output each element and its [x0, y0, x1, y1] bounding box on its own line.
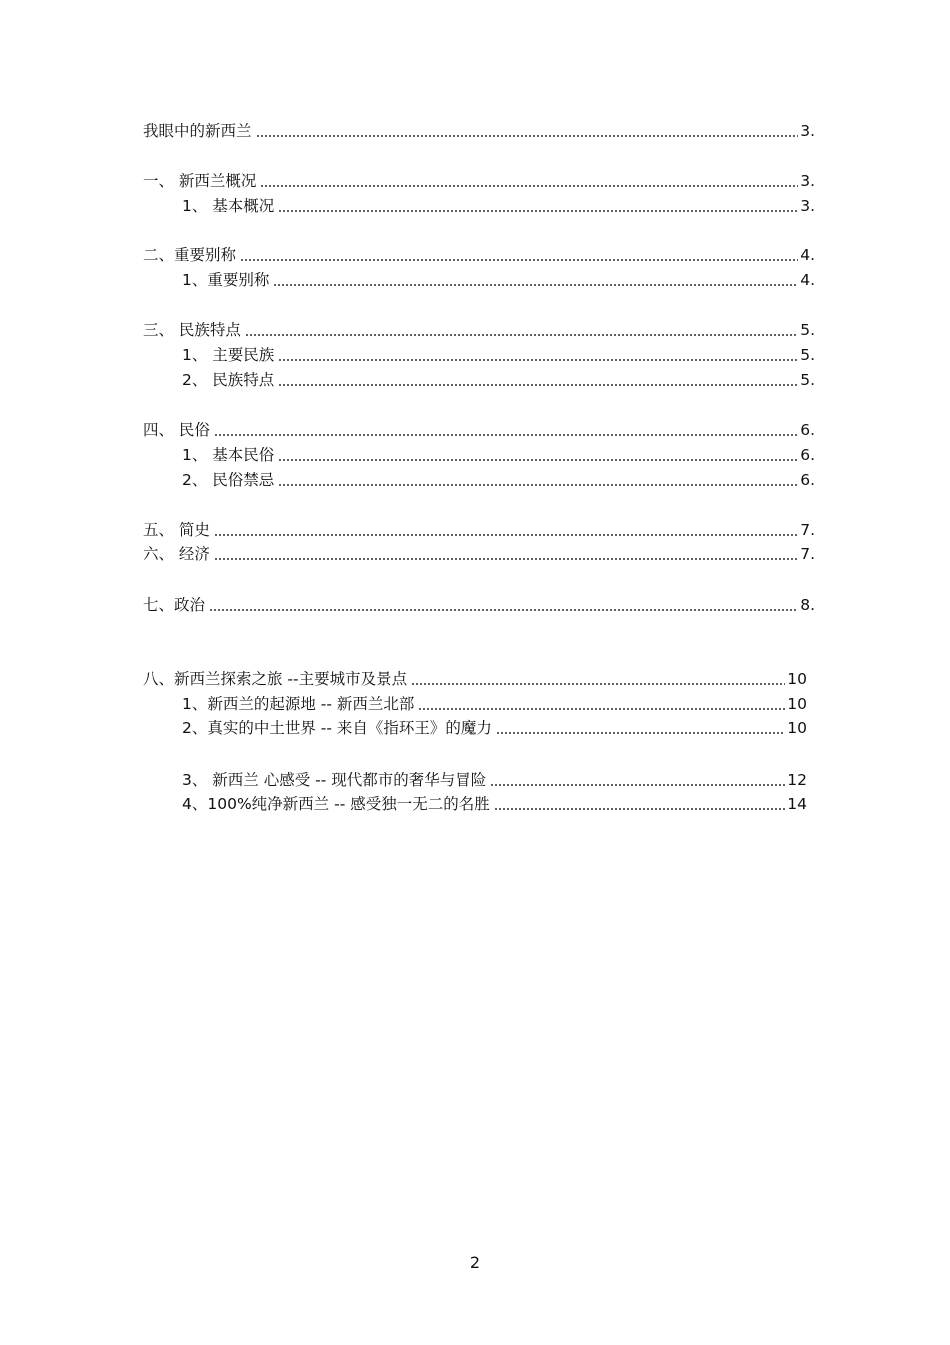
toc-entry-title: 3、 新西兰 心感受 -- 现代都市的奢华与冒险: [182, 771, 487, 789]
dot-leader: [209, 609, 798, 611]
toc-entry-title: 1、 基本民俗: [182, 446, 275, 464]
toc-entry-section-3-1[interactable]: [182, 343, 815, 365]
toc-entry-title: 4、100%纯净新西兰 -- 感受独一无二的名胜: [182, 795, 490, 813]
dot-leader: [256, 135, 799, 137]
dot-leader: [278, 484, 798, 486]
toc-entry-section-3-2[interactable]: [182, 368, 815, 390]
dot-leader: [214, 434, 798, 436]
dot-leader: [278, 210, 798, 212]
page-number: 2: [469, 1253, 481, 1272]
toc-entry-title: 1、 主要民族: [182, 346, 275, 364]
toc-entry-title: 1、重要别称: [182, 271, 270, 289]
toc-entry-section-4-2[interactable]: [182, 468, 815, 490]
toc-entry-page: 4.: [800, 271, 815, 289]
toc-entry-title: 五、 简史: [143, 521, 210, 539]
toc-entry-page: 10: [787, 695, 807, 713]
toc-entry-page: 3.: [800, 197, 815, 215]
toc-entry-section-8-2[interactable]: [182, 716, 807, 738]
toc-entry-page: 8.: [800, 596, 815, 614]
toc-entry-section-7[interactable]: [143, 593, 815, 615]
dot-leader: [214, 558, 798, 560]
dot-leader: [278, 359, 798, 361]
toc-entry-title: 2、真实的中土世界 -- 来自《指环王》的魔力: [182, 719, 492, 737]
dot-leader: [240, 259, 798, 261]
toc-entry-page: 5.: [800, 321, 815, 339]
dot-leader: [494, 808, 786, 810]
toc-entry-page: 6.: [800, 421, 815, 439]
dot-leader: [273, 284, 798, 286]
toc-entry-section-3[interactable]: [143, 318, 815, 340]
dot-leader: [245, 334, 798, 336]
dot-leader: [278, 459, 798, 461]
toc-entry-page: 7.: [800, 521, 815, 539]
dot-leader: [214, 534, 798, 536]
toc-entry-preface[interactable]: [143, 119, 815, 141]
toc-entry-section-1[interactable]: [143, 169, 815, 191]
dot-leader: [278, 384, 798, 386]
toc-entry-title: 七、政治: [143, 596, 206, 614]
toc-entry-title: 四、 民俗: [143, 421, 210, 439]
dot-leader: [418, 708, 785, 710]
toc-entry-page: 7.: [800, 545, 815, 563]
dot-leader: [496, 732, 785, 734]
toc-entry-page: 12: [787, 771, 807, 789]
dot-leader: [411, 683, 785, 685]
toc-entry-title: 2、 民族特点: [182, 371, 275, 389]
toc-entry-page: 3.: [800, 122, 815, 140]
toc-entry-section-8-4[interactable]: [182, 792, 807, 814]
toc-entry-section-6[interactable]: [143, 542, 815, 564]
toc-entry-page: 10: [787, 670, 807, 688]
toc-entry-section-1-1[interactable]: [182, 194, 815, 216]
toc-entry-section-8[interactable]: [143, 667, 807, 689]
toc-entry-page: 3.: [800, 172, 815, 190]
toc-entry-title: 三、 民族特点: [143, 321, 241, 339]
toc-entry-section-8-3[interactable]: [182, 768, 807, 790]
toc-entry-title: 我眼中的新西兰: [143, 122, 252, 140]
toc-entry-section-8-1[interactable]: [182, 692, 807, 714]
toc-entry-title: 1、新西兰的起源地 -- 新西兰北部: [182, 695, 415, 713]
toc-entry-section-4[interactable]: [143, 418, 815, 440]
toc-entry-page: 4.: [800, 246, 815, 264]
toc-entry-page: 6.: [800, 471, 815, 489]
dot-leader: [260, 185, 798, 187]
toc-entry-section-2[interactable]: [143, 243, 815, 265]
toc-entry-section-5[interactable]: [143, 518, 815, 540]
toc-entry-title: 六、 经济: [143, 545, 210, 563]
toc-entry-page: 5.: [800, 371, 815, 389]
toc-entry-section-4-1[interactable]: [182, 443, 815, 465]
toc-entry-title: 八、新西兰探索之旅 --主要城市及景点: [143, 670, 408, 688]
dot-leader: [490, 784, 785, 786]
toc-entry-page: 5.: [800, 346, 815, 364]
toc-entry-title: 一、 新西兰概况: [143, 172, 257, 190]
toc-entry-title: 2、 民俗禁忌: [182, 471, 275, 489]
toc-entry-page: 10: [787, 719, 807, 737]
toc-entry-page: 6.: [800, 446, 815, 464]
toc-entry-title: 二、重要别称: [143, 246, 237, 264]
toc-entry-section-2-1[interactable]: [182, 268, 815, 290]
toc-entry-page: 14: [787, 795, 807, 813]
toc-entry-title: 1、 基本概况: [182, 197, 275, 215]
